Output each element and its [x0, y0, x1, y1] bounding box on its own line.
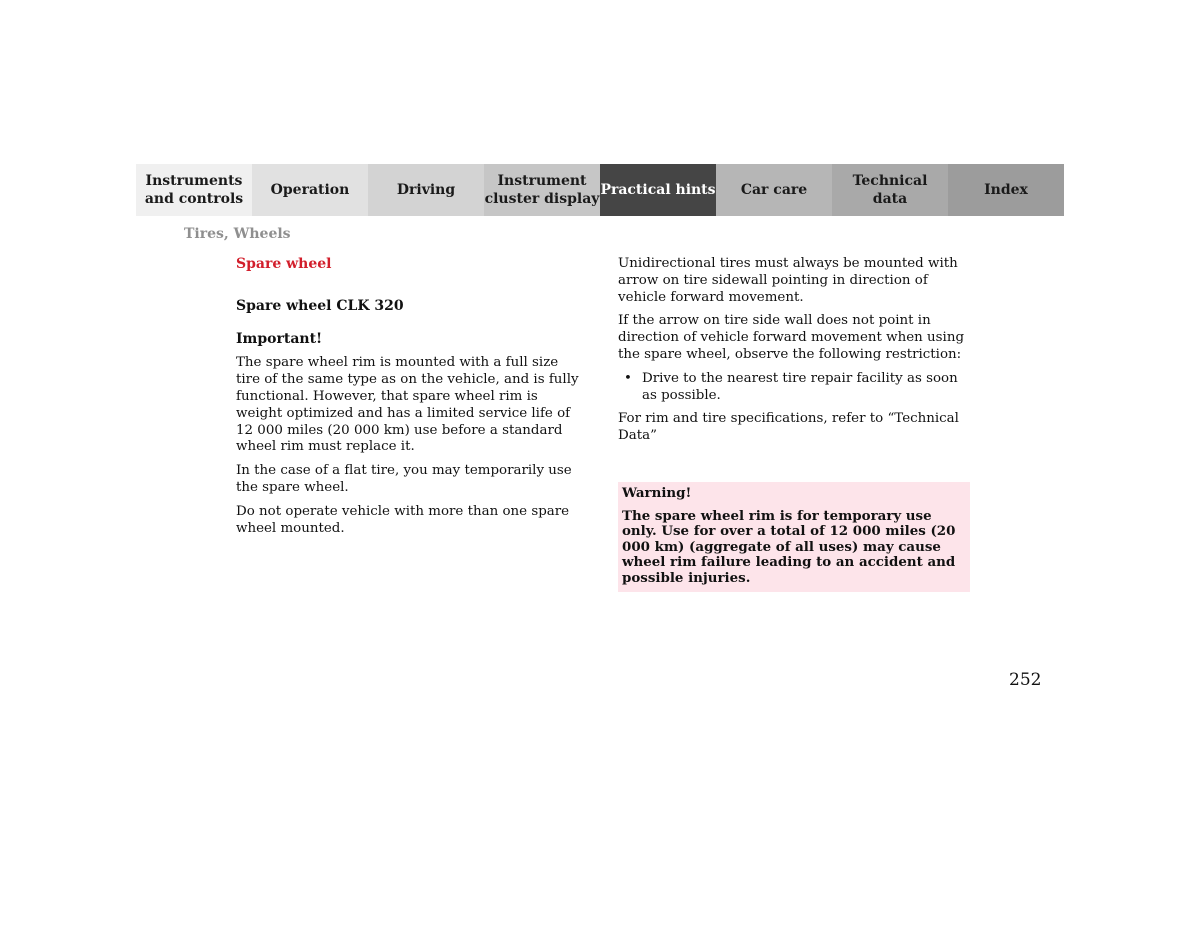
tab-technical-data[interactable]: Technical data [832, 164, 948, 216]
page-number: 252 [1009, 670, 1042, 690]
paragraph-unidirectional-tires: Unidirectional tires must always be mounted with arrow on tire sidewall pointing in direction of vehicle forward movement. [618, 256, 958, 305]
breadcrumb: Tires, Wheels [184, 226, 291, 242]
warning-title: Warning! [622, 484, 692, 501]
left-column [236, 256, 586, 544]
section-tab-bar [136, 164, 1065, 216]
paragraph-flat-tire: In the case of a flat tire, you may temporarily use the spare wheel. [236, 463, 572, 495]
paragraph-spare-rim-info: The spare wheel rim is mounted with a full size tire of the same type as on the vehicle, and is fully functional. However, that spare wheel rim is weight optimized and has a limited service life of 12 000 miles (20 000 km) use before a standard wheel rim must replace it. [236, 355, 579, 455]
tab-driving[interactable]: Driving [368, 164, 484, 216]
subsection-title: Spare wheel CLK 320 [236, 297, 404, 314]
bullet-icon: • [624, 370, 632, 386]
list-item [618, 371, 970, 405]
tab-index[interactable]: Index [948, 164, 1064, 216]
tab-operation[interactable]: Operation [252, 164, 368, 216]
paragraph-reference: For rim and tire specifications, refer to “Technical Data” [618, 411, 959, 444]
paragraph-one-spare-wheel: Do not operate vehicle with more than one spare wheel mounted. [236, 503, 570, 536]
paragraph-arrow-restriction: If the arrow on tire side wall does not point in direction of vehicle forward movement when using the spare wheel, observe the following restriction: [618, 313, 965, 362]
tab-car-care[interactable]: Car care [716, 164, 832, 216]
right-column [618, 256, 970, 592]
important-label: Important! [236, 330, 323, 347]
tab-instruments-and-controls[interactable]: Instruments and controls [136, 164, 252, 216]
warning-box [618, 482, 970, 592]
warning-text: The spare wheel rim is for temporary use only. Use for over a total of 12 000 miles (20 000 km) (aggregate of all uses) may cause wheel rim failure leading to an accident and possible injuries. [622, 507, 956, 586]
bullet-text: Drive to the nearest tire repair facility as soon as possible. [642, 370, 958, 403]
tab-practical-hints[interactable]: Practical hints [600, 164, 716, 216]
section-title: Spare wheel [236, 256, 332, 272]
tab-instrument-cluster-display[interactable]: Instrument cluster display [484, 164, 600, 216]
